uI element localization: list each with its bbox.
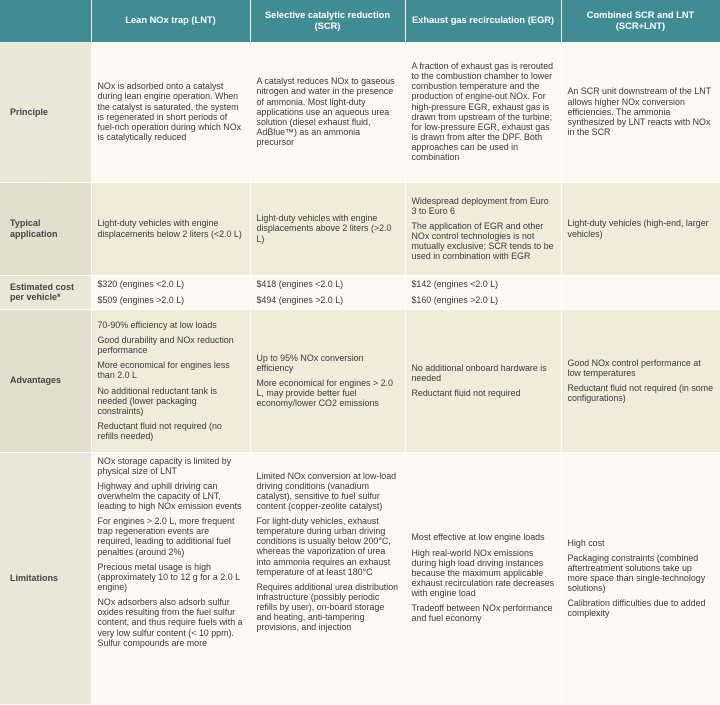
lim-lnt-1: NOx storage capacity is limited by physical size of LNT (97, 455, 232, 476)
principle-lnt: NOx is adsorbed onto a catalyst during lean engine operation. When the catalyst is saturated, the system is regenerated in short periods of fuel-rich operation during which NOx is catalytically reduced (91, 42, 250, 182)
cost-egr-large: $160 (engines >2.0 L) (411, 294, 499, 305)
cost-lnt (91, 275, 250, 309)
adv-egr-1: No additional onboard hardware is needed (411, 362, 547, 383)
corner-cell (0, 0, 91, 42)
limitations-lnt (91, 452, 250, 704)
advantages-scr (250, 309, 405, 452)
lim-lnt-4: Precious metal usage is high (approximately 10 to 12 g for a 2.0 L engine) (97, 561, 240, 593)
lim-egr-1: Most effective at low engine loads (411, 532, 545, 543)
cost-scr (250, 275, 405, 309)
lim-lnt-2: Highway and uphill driving can overwhelm the capacity of LNT, leading to high NOx emission events (97, 480, 242, 512)
typical-combined: Light-duty vehicles (high-end, larger vehicles) (561, 182, 720, 275)
lim-combined-1: High cost (567, 537, 605, 548)
cost-combined (561, 275, 720, 309)
row-label-limitations: Limitations (0, 452, 91, 704)
principle-egr: A fraction of exhaust gas is rerouted to the combustion chamber to lower combustion temperature and the production of engine-out NOx. For high-pressure EGR, exhaust gas is drawn from upstream of the turbine; for low-pressure EGR, exhaust gas is drawn from after the DPF. Both approaches can be used in combination (405, 42, 561, 182)
header-lnt: Lean NOx trap (LNT) (91, 0, 250, 42)
adv-scr-2: More economical for engines > 2.0 L, may provide better fuel economy/lower CO2 emissions (256, 377, 393, 409)
adv-lnt-4: No additional reductant tank is needed (lower packaging constraints) (97, 385, 217, 416)
row-principle (0, 42, 720, 182)
row-label-principle: Principle (0, 42, 91, 182)
cost-lnt-large: $509 (engines >2.0 L) (97, 294, 185, 305)
header-combined: Combined SCR and LNT (SCR+LNT) (561, 0, 720, 42)
lim-combined-2: Packaging constraints (combined aftertreatment solutions take up more space than single-technology solutions) (567, 552, 706, 594)
row-typical-application (0, 182, 720, 275)
row-label-typical: Typical application (0, 182, 91, 275)
adv-lnt-1: 70-90% efficiency at low loads (97, 319, 217, 330)
advantages-lnt (91, 309, 250, 452)
row-advantages (0, 309, 720, 452)
advantages-egr (405, 309, 561, 452)
lim-combined-3: Calibration difficulties due to added complexity (567, 598, 706, 619)
lim-scr-1: Limited NOx conversion at low-load driving conditions (vanadium catalyst), sensitive to fuel sulfur content (copper-zeolite catalyst) (256, 470, 397, 511)
cost-egr (405, 275, 561, 309)
typical-egr-line-2: The application of EGR and other NOx control technologies is not mutually exclusive; SCR tends to be used in combination with EGR (411, 220, 554, 262)
adv-combined-2: Reductant fluid not required (in some configurations) (567, 383, 714, 404)
principle-scr: A catalyst reduces NOx to gaseous nitrogen and water in the presence of ammonia. Most light-duty applications use an aqueous urea solution (diesel exhaust fluid, AdBlue™) as an ammonia precursor (250, 42, 405, 182)
lim-scr-2: For light-duty vehicles, exhaust temperature during urban driving conditions is usually below 200°C, whereas the vaporization of urea into ammonia requires an exhaust temperature of at least 180°C (256, 516, 391, 577)
lim-egr-3: Tradeoff between NOx performance and fuel economy (411, 603, 553, 624)
lim-lnt-5: NOx adsorbers also adsorb sulfur oxides resulting from the fuel sulfur content, and thus require fuels with a very low sulfur content (< 10 ppm). Sulfur compounds are more (97, 597, 243, 648)
principle-combined: An SCR unit downstream of the LNT allows higher NOx conversion efficiencies. The ammonia synthesized by LNT reacts with NOx in the SCR (561, 42, 720, 182)
lim-egr-2: High real-world NOx emissions during high load driving instances because the maximum applicable exhaust recirculation rate decreases with engine load (411, 547, 555, 599)
typical-egr-line-1: Widespread deployment from Euro 3 to Euro 6 (411, 195, 549, 216)
limitations-scr (250, 452, 405, 704)
row-label-advantages: Advantages (0, 309, 91, 452)
limitations-egr (405, 452, 561, 704)
cost-lnt-small: $320 (engines <2.0 L) (97, 279, 185, 290)
cost-scr-small: $418 (engines <2.0 L) (256, 279, 344, 290)
adv-lnt-3: More economical for engines less than 2.0 L (97, 360, 230, 381)
typical-scr: Light-duty vehicles with engine displacements above 2 liters (>2.0 L) (250, 182, 405, 275)
adv-scr-1: Up to 95% NOx conversion efficiency (256, 352, 364, 373)
typical-lnt: Light-duty vehicles with engine displacements below 2 liters (<2.0 L) (91, 182, 250, 275)
lim-lnt-3: For engines > 2.0 L, more frequent trap regeneration events are required, leading to additional fuel penalties (around 2%) (97, 516, 235, 557)
header-scr: Selective catalytic reduction (SCR) (250, 0, 405, 42)
adv-lnt-5: Reductant fluid not required (no refills needed) (97, 420, 222, 442)
lim-scr-3: Requires additional urea distribution infrastructure (possibly periodic refills by user), on-board storage and heating, anti-tampering provisions, and injection (256, 581, 399, 633)
adv-lnt-2: Good durability and NOx reduction performance (97, 334, 234, 356)
typical-egr (405, 182, 561, 275)
cost-scr-large: $494 (engines >2.0 L) (256, 294, 344, 305)
row-label-cost: Estimated cost per vehicle* (0, 275, 91, 309)
header-row (0, 0, 720, 42)
row-limitations (0, 452, 720, 704)
adv-combined-1: Good NOx control performance at low temperatures (567, 357, 701, 378)
adv-egr-2: Reductant fluid not required (411, 388, 521, 399)
header-egr: Exhaust gas recirculation (EGR) (405, 0, 561, 42)
limitations-combined (561, 452, 720, 704)
row-estimated-cost (0, 275, 720, 309)
advantages-combined (561, 309, 720, 452)
cost-egr-small: $142 (engines <2.0 L) (411, 279, 499, 290)
